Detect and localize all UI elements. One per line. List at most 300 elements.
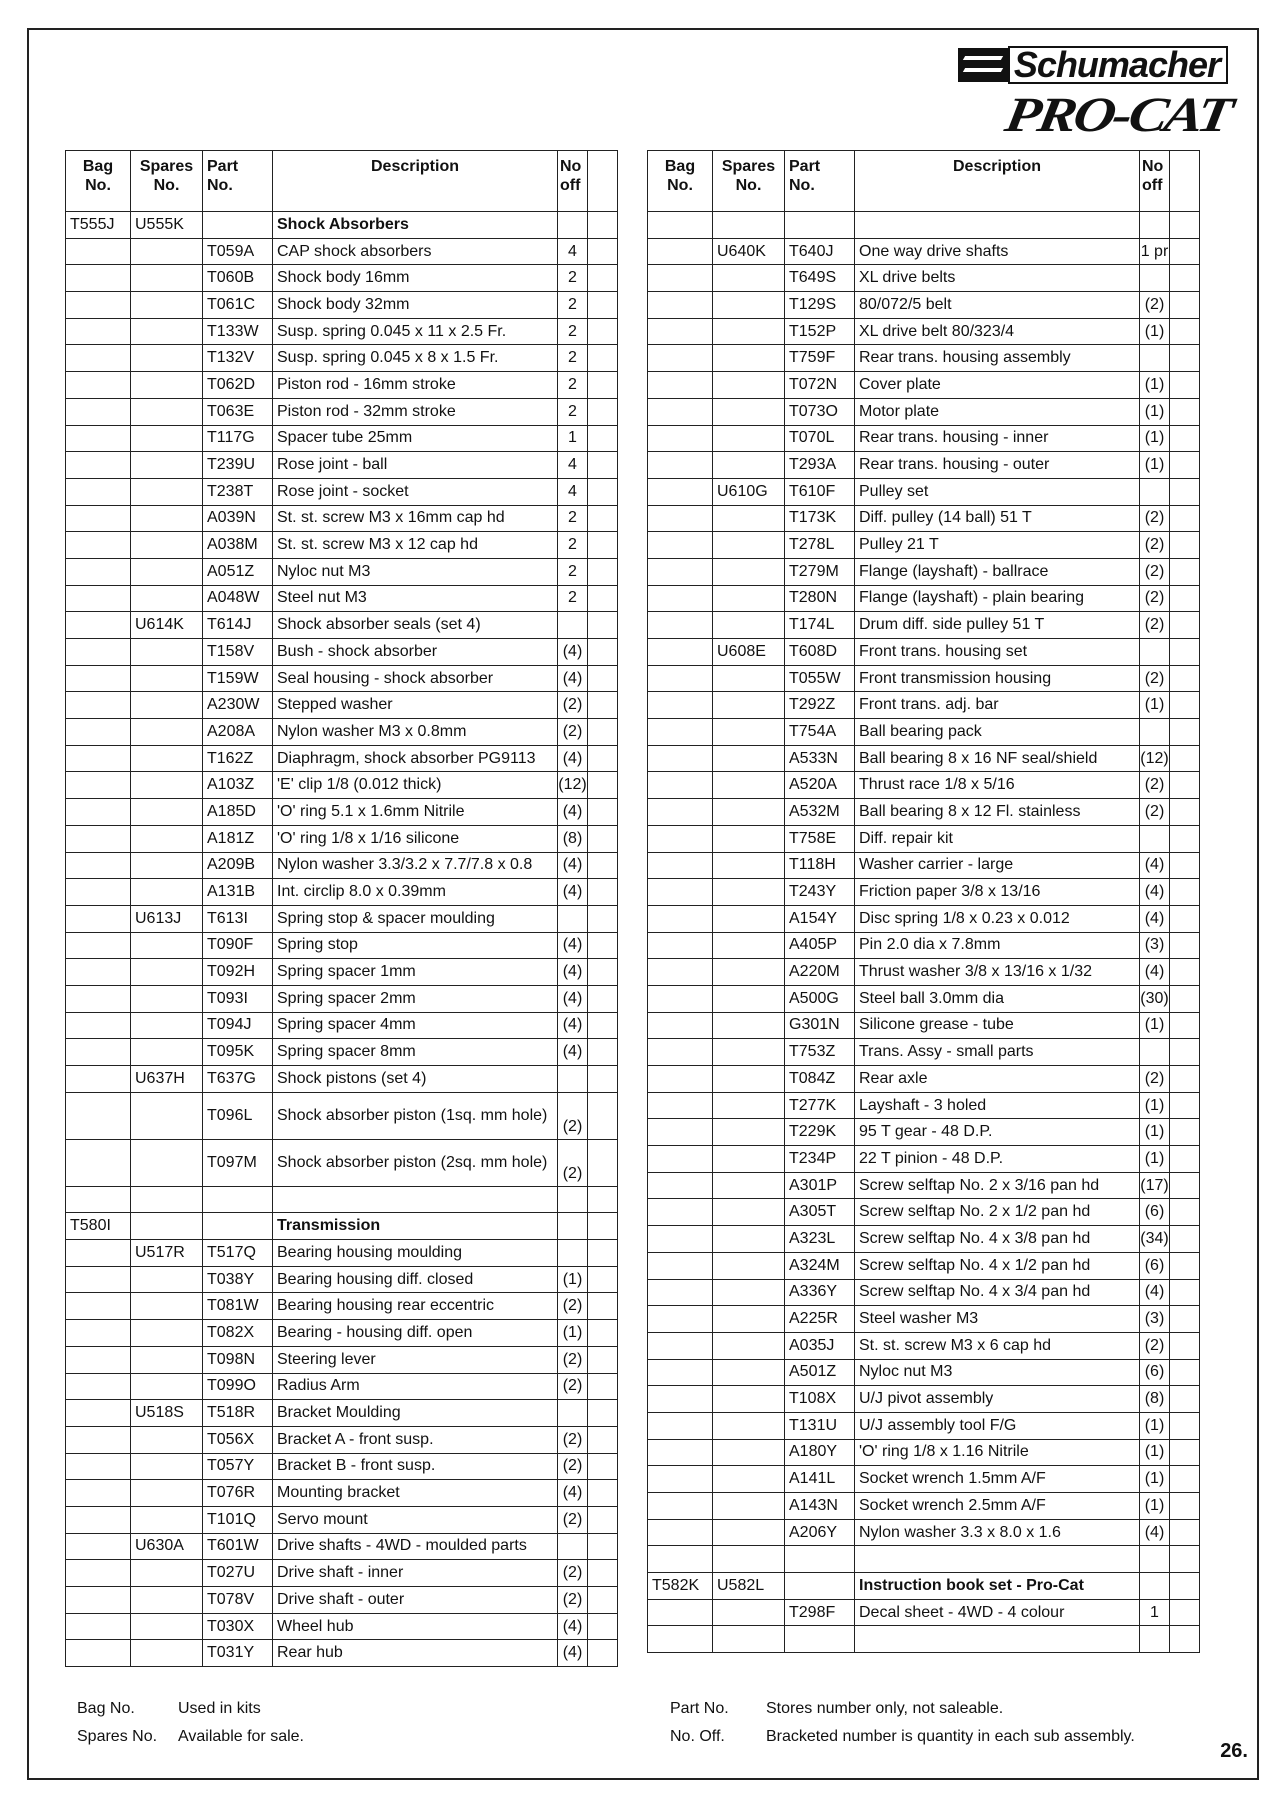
spares-no-cell <box>713 1493 785 1520</box>
spares-no-cell <box>131 1373 203 1400</box>
no-off-cell: 2 <box>558 318 588 345</box>
table-row <box>648 665 1200 692</box>
spacer-cell <box>1170 665 1200 692</box>
no-off-cell: (6) <box>1140 1359 1170 1386</box>
no-off-cell <box>1140 265 1170 292</box>
spares-no-cell <box>713 772 785 799</box>
part-no-cell: T152P <box>785 318 855 345</box>
part-no-cell: A143N <box>785 1493 855 1520</box>
bag-no-cell <box>648 1279 713 1306</box>
description-cell: St. st. screw M3 x 16mm cap hd <box>273 505 558 532</box>
table-row <box>648 1466 1200 1493</box>
part-no-cell: T030X <box>203 1613 273 1640</box>
spares-no-cell <box>131 238 203 265</box>
part-no-cell: A103Z <box>203 772 273 799</box>
header-spares-no: Spares No. <box>131 151 203 212</box>
spacer-cell <box>1170 212 1200 239</box>
no-off-cell <box>1140 639 1170 666</box>
spares-no-cell <box>131 1640 203 1667</box>
spares-no-cell <box>131 1587 203 1614</box>
bag-no-cell <box>648 212 713 239</box>
spares-no-cell <box>713 265 785 292</box>
part-no-cell: T293A <box>785 452 855 479</box>
spacer-cell <box>1170 612 1200 639</box>
no-off-cell: (1) <box>1140 372 1170 399</box>
no-off-cell: (1) <box>1140 1119 1170 1146</box>
legend-spares-term: Spares No. <box>77 1728 158 1745</box>
spares-no-cell <box>131 985 203 1012</box>
description-cell: Flange (layshaft) - plain bearing <box>855 585 1140 612</box>
spacer-cell <box>588 1640 618 1667</box>
description-cell: Shock Absorbers <box>273 212 558 239</box>
spacer-cell <box>588 1480 618 1507</box>
spares-no-cell <box>713 719 785 746</box>
description-cell: Shock absorber piston (2sq. mm hole) <box>273 1139 558 1186</box>
table-row <box>648 1279 1200 1306</box>
spares-no-cell: U614K <box>131 612 203 639</box>
header-description: Description <box>273 151 558 212</box>
no-off-cell: (2) <box>1140 585 1170 612</box>
part-no-cell: T132V <box>203 345 273 372</box>
bag-no-cell <box>648 1332 713 1359</box>
bag-no-cell <box>66 879 131 906</box>
description-cell: Shock pistons (set 4) <box>273 1066 558 1093</box>
table-row <box>648 932 1200 959</box>
table-row <box>648 1252 1200 1279</box>
table-row <box>66 1346 618 1373</box>
table-row <box>648 532 1200 559</box>
table-row <box>66 959 618 986</box>
table-row <box>66 852 618 879</box>
table-row <box>648 1332 1200 1359</box>
spares-no-cell <box>131 1560 203 1587</box>
spares-no-cell: U610G <box>713 478 785 505</box>
spares-no-cell <box>713 1626 785 1653</box>
parts-rows-right <box>648 212 1200 1653</box>
no-off-cell: (2) <box>1140 505 1170 532</box>
parts-table-right <box>647 150 1200 1653</box>
spacer-cell <box>1170 959 1200 986</box>
no-off-cell: 2 <box>558 265 588 292</box>
no-off-cell: (4) <box>1140 879 1170 906</box>
spares-no-cell <box>713 959 785 986</box>
part-no-cell: A225R <box>785 1306 855 1333</box>
no-off-cell: (1) <box>1140 1412 1170 1439</box>
bag-no-cell <box>66 1480 131 1507</box>
spacer-cell <box>1170 1546 1200 1573</box>
table-row <box>66 612 618 639</box>
bag-no-cell <box>66 1039 131 1066</box>
description-cell: Rear axle <box>855 1066 1140 1093</box>
bag-no-cell <box>648 478 713 505</box>
legend-spares-def: Available for sale. <box>178 1728 304 1745</box>
part-no-cell: T238T <box>203 478 273 505</box>
description-cell: Bush - shock absorber <box>273 639 558 666</box>
table-row <box>66 398 618 425</box>
no-off-cell: 1 <box>558 425 588 452</box>
spacer-cell <box>1170 1599 1200 1626</box>
table-row <box>648 852 1200 879</box>
spares-no-cell <box>713 558 785 585</box>
table-row <box>648 985 1200 1012</box>
part-no-cell: T517Q <box>203 1240 273 1267</box>
part-no-cell: T057Y <box>203 1453 273 1480</box>
spares-no-cell <box>713 1412 785 1439</box>
description-cell: Thrust washer 3/8 x 13/16 x 1/32 <box>855 959 1140 986</box>
part-no-cell: T076R <box>203 1480 273 1507</box>
part-no-cell: A154Y <box>785 905 855 932</box>
spacer-cell <box>588 1587 618 1614</box>
header-description: Description <box>855 151 1140 212</box>
part-no-cell: A131B <box>203 879 273 906</box>
description-cell: XL drive belt 80/323/4 <box>855 318 1140 345</box>
spares-no-cell <box>713 1546 785 1573</box>
part-no-cell: T601W <box>203 1533 273 1560</box>
part-no-cell: T073O <box>785 398 855 425</box>
bag-no-cell <box>66 1373 131 1400</box>
description-cell: Ball bearing 8 x 12 Fl. stainless <box>855 799 1140 826</box>
spares-no-cell <box>131 585 203 612</box>
no-off-cell <box>1140 478 1170 505</box>
part-no-cell: T298F <box>785 1599 855 1626</box>
part-no-cell: T059A <box>203 238 273 265</box>
spares-no-cell <box>713 1039 785 1066</box>
description-cell <box>855 1626 1140 1653</box>
description-cell: Screw selftap No. 4 x 1/2 pan hd <box>855 1252 1140 1279</box>
part-no-cell: T243Y <box>785 879 855 906</box>
spares-no-cell <box>131 425 203 452</box>
table-row <box>66 1240 618 1267</box>
part-no-cell: A520A <box>785 772 855 799</box>
bag-no-cell <box>648 852 713 879</box>
page-number: 26. <box>1220 1740 1248 1762</box>
table-row <box>66 1320 618 1347</box>
description-cell: Mounting bracket <box>273 1480 558 1507</box>
description-cell: Susp. spring 0.045 x 11 x 2.5 Fr. <box>273 318 558 345</box>
bag-no-cell <box>66 585 131 612</box>
description-cell: Screw selftap No. 4 x 3/4 pan hd <box>855 1279 1140 1306</box>
no-off-cell <box>1140 212 1170 239</box>
no-off-cell: (3) <box>1140 1306 1170 1333</box>
no-off-cell: (4) <box>1140 1519 1170 1546</box>
legend-bag-term: Bag No. <box>77 1700 135 1717</box>
table-row <box>648 1066 1200 1093</box>
bag-no-cell <box>66 905 131 932</box>
description-cell: Shock absorber seals (set 4) <box>273 612 558 639</box>
part-no-cell: T092H <box>203 959 273 986</box>
description-cell: Thrust race 1/8 x 5/16 <box>855 772 1140 799</box>
table-row <box>648 345 1200 372</box>
spares-no-cell <box>713 318 785 345</box>
legend-nooff-term: No. Off. <box>670 1728 725 1745</box>
bag-no-cell <box>66 852 131 879</box>
spacer-cell <box>588 985 618 1012</box>
bag-no-cell <box>66 558 131 585</box>
description-cell: U/J assembly tool F/G <box>855 1412 1140 1439</box>
part-no-cell <box>203 1213 273 1240</box>
spares-no-cell: U640K <box>713 238 785 265</box>
description-cell: Nylon washer M3 x 0.8mm <box>273 719 558 746</box>
no-off-cell: 1 pr <box>1140 238 1170 265</box>
part-no-cell: T159W <box>203 665 273 692</box>
table-row <box>648 1226 1200 1253</box>
spares-no-cell <box>131 1012 203 1039</box>
spares-no-cell: U555K <box>131 212 203 239</box>
no-off-cell: 2 <box>558 532 588 559</box>
legend-part-def: Stores number only, not saleable. <box>766 1700 1004 1717</box>
no-off-cell <box>558 1533 588 1560</box>
no-off-cell: (2) <box>1140 292 1170 319</box>
part-no-cell: T031Y <box>203 1640 273 1667</box>
no-off-cell: (2) <box>558 1453 588 1480</box>
part-no-cell: T129S <box>785 292 855 319</box>
bag-no-cell <box>648 265 713 292</box>
bag-no-cell <box>648 238 713 265</box>
table-row <box>648 1573 1200 1600</box>
parts-rows-left <box>66 212 618 1667</box>
legend-part-term: Part No. <box>670 1700 729 1717</box>
bag-no-cell <box>648 1252 713 1279</box>
spacer-cell <box>1170 639 1200 666</box>
no-off-cell: (4) <box>558 959 588 986</box>
no-off-cell <box>1140 345 1170 372</box>
bag-no-cell <box>66 1066 131 1093</box>
spares-no-cell <box>131 532 203 559</box>
description-cell: Diaphragm, shock absorber PG9113 <box>273 745 558 772</box>
description-cell <box>855 1546 1140 1573</box>
no-off-cell: (2) <box>1140 665 1170 692</box>
no-off-cell: (6) <box>1140 1199 1170 1226</box>
description-cell: Drive shafts - 4WD - moulded parts <box>273 1533 558 1560</box>
spares-no-cell <box>713 1306 785 1333</box>
bag-no-cell <box>66 1426 131 1453</box>
spares-no-cell <box>713 825 785 852</box>
no-off-cell <box>1140 1573 1170 1600</box>
description-cell: Spring spacer 8mm <box>273 1039 558 1066</box>
no-off-cell: (2) <box>1140 799 1170 826</box>
description-cell: Steel washer M3 <box>855 1306 1140 1333</box>
spacer-cell <box>1170 799 1200 826</box>
bag-no-cell <box>648 1626 713 1653</box>
no-off-cell: (8) <box>1140 1386 1170 1413</box>
spacer-cell <box>588 1506 618 1533</box>
part-no-cell <box>785 1626 855 1653</box>
description-cell: Rear trans. housing assembly <box>855 345 1140 372</box>
table-row <box>648 265 1200 292</box>
description-cell: 'O' ring 1/8 x 1/16 silicone <box>273 825 558 852</box>
spares-no-cell <box>713 612 785 639</box>
bag-no-cell <box>66 532 131 559</box>
part-no-cell: T078V <box>203 1587 273 1614</box>
bag-no-cell <box>66 692 131 719</box>
bag-no-cell <box>648 425 713 452</box>
spares-no-cell <box>131 478 203 505</box>
part-no-cell: T234P <box>785 1146 855 1173</box>
table-row <box>66 212 618 239</box>
description-cell: Cover plate <box>855 372 1140 399</box>
spacer-cell <box>588 692 618 719</box>
spacer-cell <box>588 799 618 826</box>
spacer-cell <box>1170 1252 1200 1279</box>
spacer-cell <box>1170 1573 1200 1600</box>
spares-no-cell <box>713 665 785 692</box>
spares-no-cell <box>713 1279 785 1306</box>
no-off-cell: (30) <box>1140 985 1170 1012</box>
no-off-cell: 4 <box>558 238 588 265</box>
legend-nooff-def: Bracketed number is quantity in each sub assembly. <box>766 1728 1135 1745</box>
spacer-cell <box>1170 558 1200 585</box>
no-off-cell: (4) <box>558 1039 588 1066</box>
spares-no-cell <box>713 1386 785 1413</box>
spares-no-cell <box>131 932 203 959</box>
spacer-cell <box>588 1240 618 1267</box>
spares-no-cell <box>131 292 203 319</box>
spacer-cell <box>1170 985 1200 1012</box>
description-cell: Spring spacer 1mm <box>273 959 558 986</box>
part-no-cell: T640J <box>785 238 855 265</box>
description-cell <box>855 212 1140 239</box>
spacer-cell <box>1170 1519 1200 1546</box>
no-off-cell: (4) <box>1140 852 1170 879</box>
part-no-cell: T117G <box>203 425 273 452</box>
no-off-cell: (2) <box>1140 772 1170 799</box>
table-row <box>648 1172 1200 1199</box>
spares-no-cell <box>713 1466 785 1493</box>
spares-no-cell <box>131 745 203 772</box>
bag-no-cell <box>66 1092 131 1139</box>
bag-no-cell <box>648 1199 713 1226</box>
no-off-cell: (4) <box>558 799 588 826</box>
bag-no-cell <box>66 985 131 1012</box>
part-no-cell: T027U <box>203 1560 273 1587</box>
description-cell: 22 T pinion - 48 D.P. <box>855 1146 1140 1173</box>
table-row <box>648 398 1200 425</box>
part-no-cell: T133W <box>203 318 273 345</box>
bag-no-cell <box>648 772 713 799</box>
no-off-cell: (1) <box>1140 1012 1170 1039</box>
part-no-cell: T753Z <box>785 1039 855 1066</box>
no-off-cell: (1) <box>1140 398 1170 425</box>
no-off-cell: (1) <box>1140 692 1170 719</box>
no-off-cell: 4 <box>558 452 588 479</box>
spacer-cell <box>588 959 618 986</box>
part-no-cell: T099O <box>203 1373 273 1400</box>
table-row <box>66 292 618 319</box>
bag-no-cell <box>66 452 131 479</box>
bag-no-cell <box>66 639 131 666</box>
part-no-cell <box>785 212 855 239</box>
spares-no-cell <box>713 1359 785 1386</box>
bag-no-cell <box>648 1306 713 1333</box>
part-no-cell: T055W <box>785 665 855 692</box>
part-no-cell: T614J <box>203 612 273 639</box>
spacer-cell <box>588 932 618 959</box>
part-no-cell: T518R <box>203 1400 273 1427</box>
part-no-cell: T072N <box>785 372 855 399</box>
description-cell: CAP shock absorbers <box>273 238 558 265</box>
part-no-cell: T610F <box>785 478 855 505</box>
table-row <box>66 345 618 372</box>
part-no-cell: T649S <box>785 265 855 292</box>
table-row <box>66 985 618 1012</box>
no-off-cell: (4) <box>1140 1279 1170 1306</box>
table-row <box>66 1613 618 1640</box>
part-no-cell: A301P <box>785 1172 855 1199</box>
description-cell: Bracket A - front susp. <box>273 1426 558 1453</box>
no-off-cell: (4) <box>558 639 588 666</box>
bag-no-cell <box>648 665 713 692</box>
model-name: PRO-CAT <box>1001 86 1235 143</box>
table-row <box>66 505 618 532</box>
spacer-cell <box>588 1066 618 1093</box>
bag-no-cell <box>66 505 131 532</box>
spares-no-cell: U637H <box>131 1066 203 1093</box>
no-off-cell: (2) <box>1140 1066 1170 1093</box>
no-off-cell: 2 <box>558 585 588 612</box>
part-no-cell: T239U <box>203 452 273 479</box>
description-cell: Decal sheet - 4WD - 4 colour <box>855 1599 1140 1626</box>
part-no-cell: A323L <box>785 1226 855 1253</box>
part-no-cell: T173K <box>785 505 855 532</box>
description-cell: Nylon washer 3.3 x 8.0 x 1.6 <box>855 1519 1140 1546</box>
table-row <box>648 772 1200 799</box>
spares-no-cell <box>713 505 785 532</box>
spares-no-cell <box>713 532 785 559</box>
table-row <box>66 1066 618 1093</box>
spacer-cell <box>588 558 618 585</box>
part-no-cell: T108X <box>785 1386 855 1413</box>
no-off-cell: (4) <box>558 985 588 1012</box>
bag-no-cell <box>66 612 131 639</box>
no-off-cell: (1) <box>1140 452 1170 479</box>
bag-no-cell <box>66 1400 131 1427</box>
part-no-cell: A500G <box>785 985 855 1012</box>
spacer-cell <box>1170 452 1200 479</box>
no-off-cell: (8) <box>558 825 588 852</box>
spares-no-cell: U582L <box>713 1573 785 1600</box>
spacer-cell <box>1170 265 1200 292</box>
table-row <box>66 1266 618 1293</box>
part-no-cell: A185D <box>203 799 273 826</box>
bag-no-cell <box>66 1320 131 1347</box>
table-row <box>648 1092 1200 1119</box>
spares-no-cell <box>713 1599 785 1626</box>
spares-no-cell <box>131 1139 203 1186</box>
header-spares-no: Spares No. <box>713 151 785 212</box>
table-row <box>66 1213 618 1240</box>
spares-no-cell <box>131 772 203 799</box>
bag-no-cell <box>66 292 131 319</box>
bag-no-cell <box>648 1466 713 1493</box>
part-no-cell: T062D <box>203 372 273 399</box>
part-no-cell: T070L <box>785 425 855 452</box>
table-row <box>648 585 1200 612</box>
description-cell: Screw selftap No. 4 x 3/8 pan hd <box>855 1226 1140 1253</box>
no-off-cell <box>558 1240 588 1267</box>
part-no-cell: T174L <box>785 612 855 639</box>
header-bag-no: Bag No. <box>66 151 131 212</box>
bag-no-cell <box>66 799 131 826</box>
table-row <box>66 585 618 612</box>
no-off-cell: (4) <box>558 852 588 879</box>
spacer-cell <box>588 772 618 799</box>
spares-no-cell <box>713 585 785 612</box>
bag-no-cell <box>66 932 131 959</box>
description-cell: Drum diff. side pulley 51 T <box>855 612 1140 639</box>
table-row <box>648 372 1200 399</box>
description-cell: Disc spring 1/8 x 0.23 x 0.012 <box>855 905 1140 932</box>
spacer-cell <box>588 905 618 932</box>
